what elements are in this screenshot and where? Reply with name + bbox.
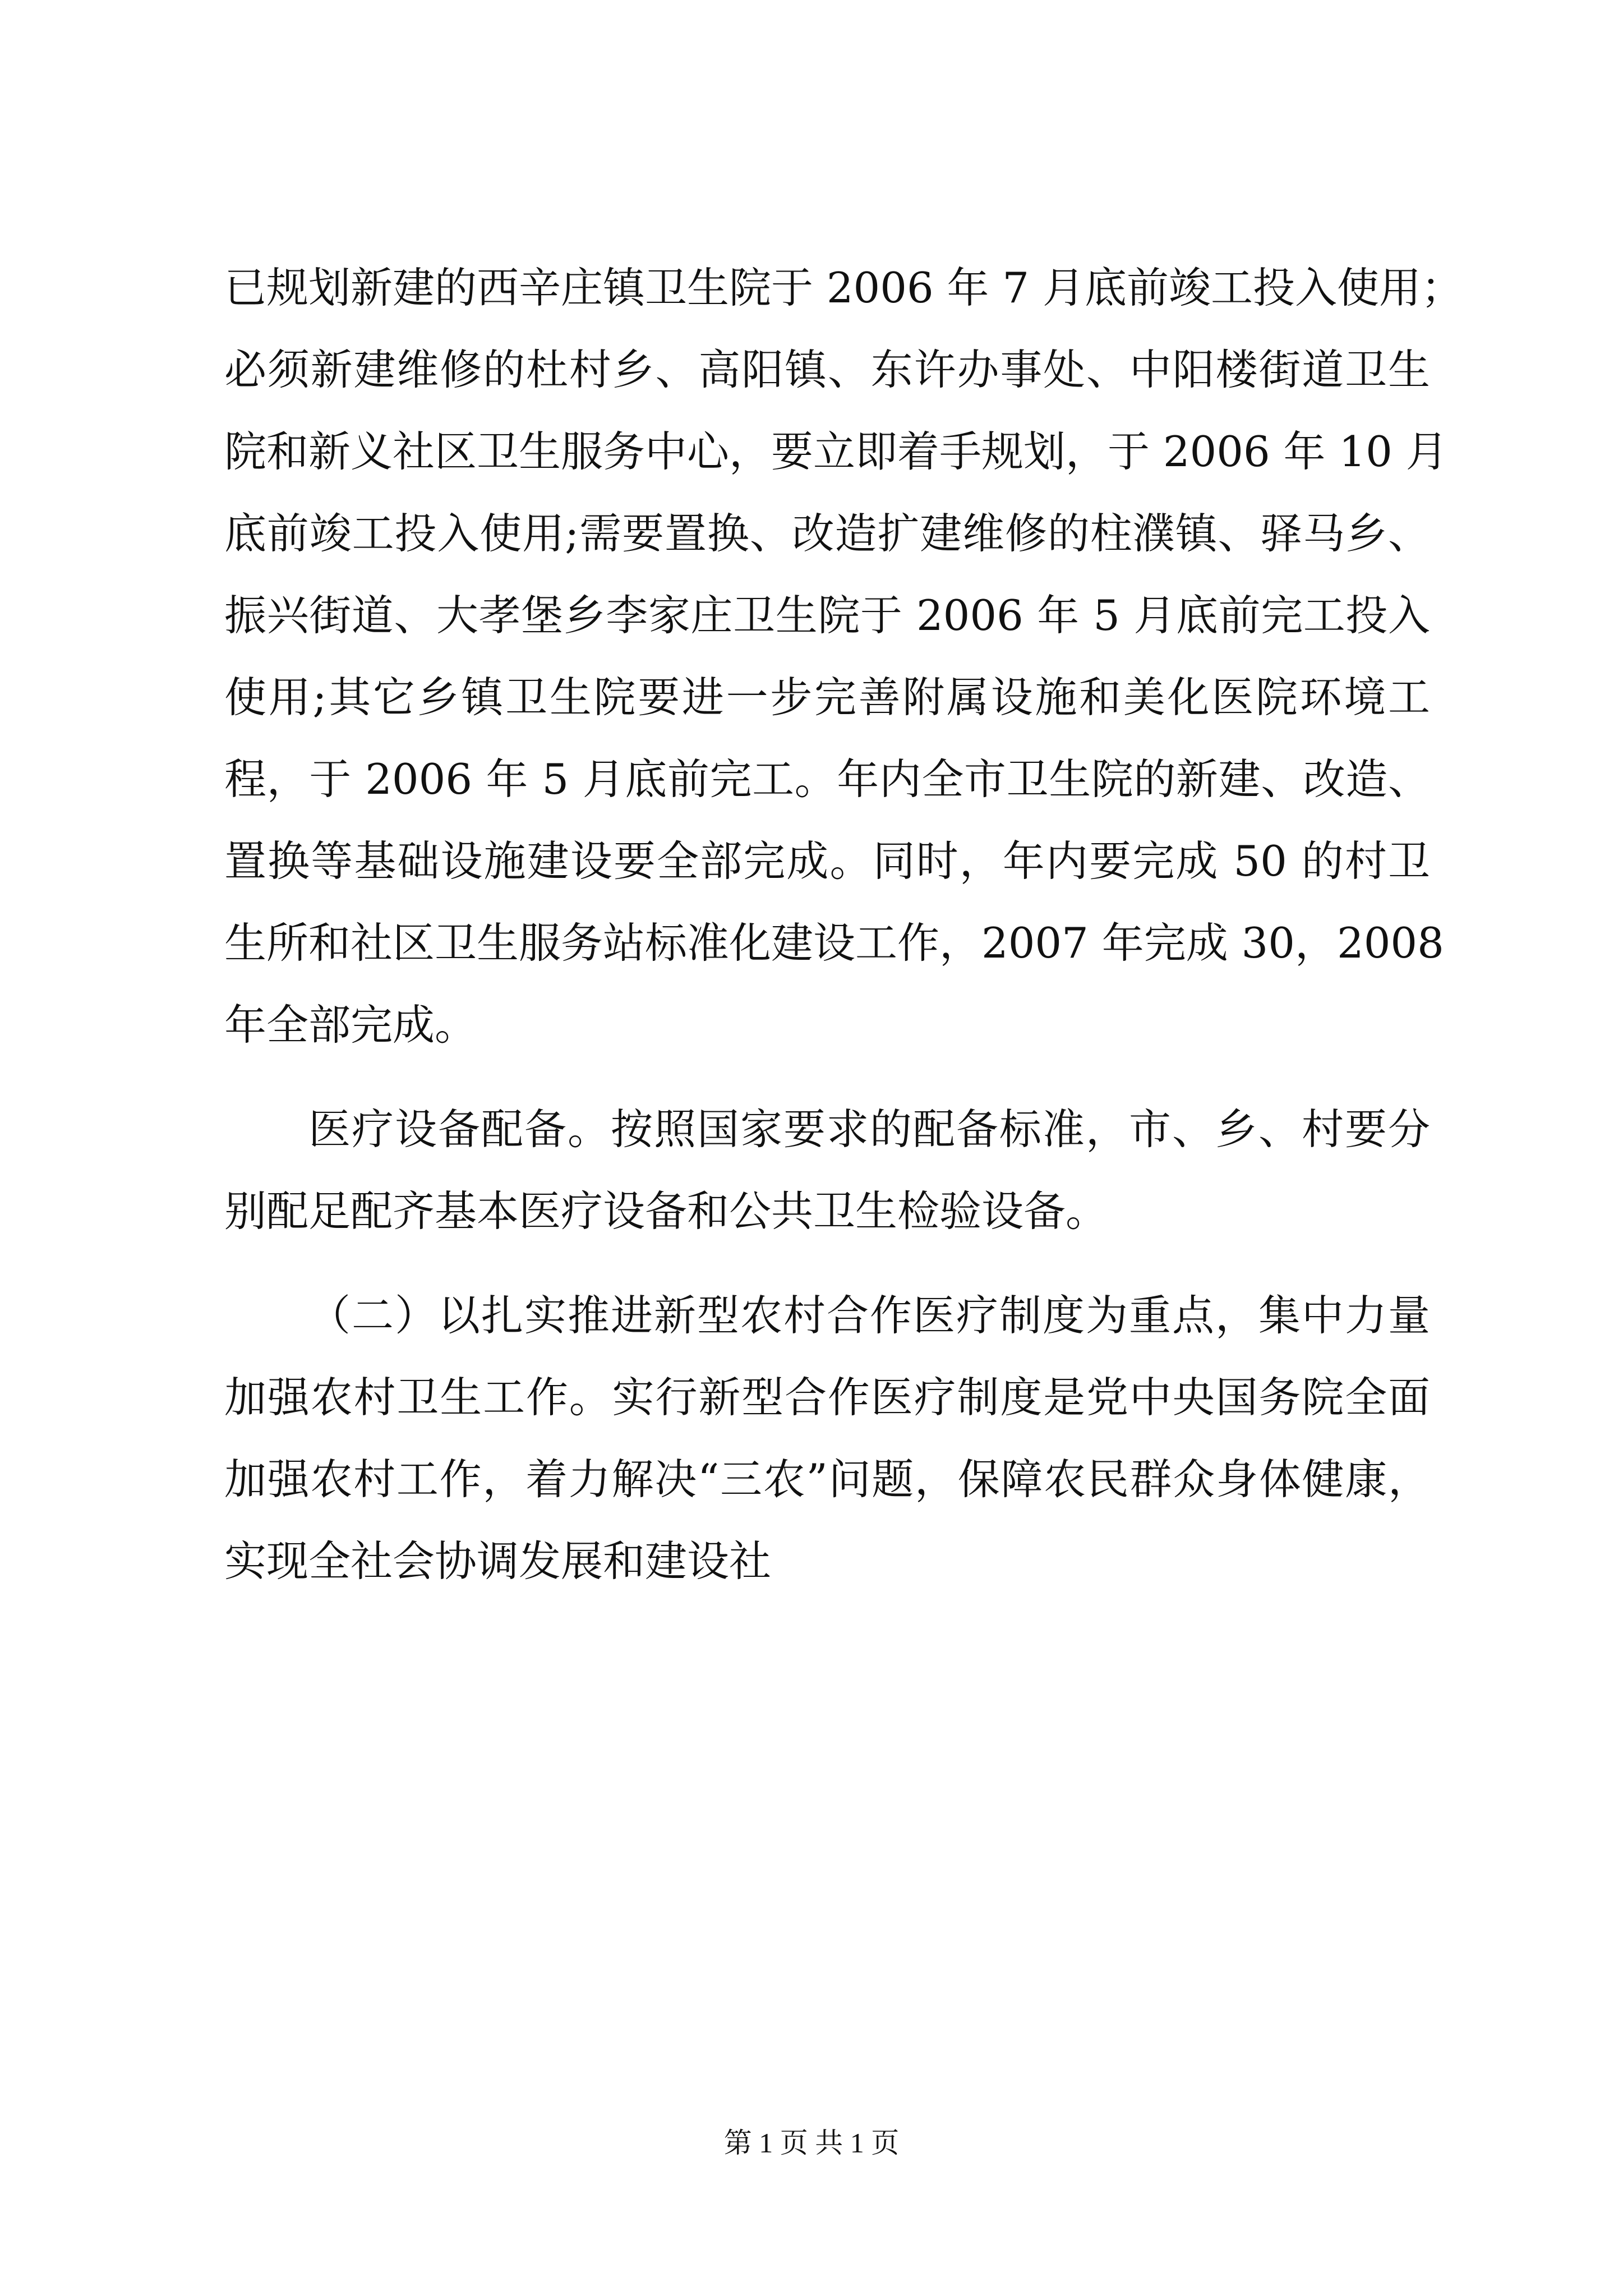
text-line: 生所和社区卫生服务站标准化建设工作，2007 年完成 30，2008 bbox=[224, 918, 1444, 968]
document-body bbox=[224, 247, 1463, 1602]
text-line: 置换等基础设施建设要全部完成。同时，年内要完成 50 的村卫 bbox=[224, 836, 1430, 886]
text-line: 年全部完成。 bbox=[224, 1000, 477, 1050]
paragraph-rural-health bbox=[224, 1274, 1430, 1602]
text-line: 加强农村卫生工作。实行新型合作医疗制度是党中央国务院全面 bbox=[224, 1373, 1430, 1422]
text-line: 已规划新建的西辛庄镇卫生院于 2006 年 7 月底前竣工投入使用； bbox=[224, 263, 1463, 312]
text-line: 别配足配齐基本医疗设备和公共卫生检验设备。 bbox=[224, 1186, 1108, 1236]
text-line: 使用;其它乡镇卫生院要进一步完善附属设施和美化医院环境工 bbox=[224, 673, 1430, 722]
text-line: 医疗设备配备。按照国家要求的配备标准，市、乡、村要分 bbox=[308, 1105, 1430, 1154]
paragraph-equipment bbox=[224, 1088, 1430, 1252]
text-line: （二）以扎实推进新型农村合作医疗制度为重点，集中力量 bbox=[308, 1291, 1430, 1340]
text-line: 必须新建维修的杜村乡、高阳镇、东许办事处、中阳楼街道卫生 bbox=[224, 345, 1430, 394]
paragraph-construction bbox=[224, 247, 1463, 1066]
text-line: 加强农村工作，着力解决“三农”问题，保障农民群众身体健康， bbox=[224, 1455, 1430, 1504]
text-line: 院和新义社区卫生服务中心，要立即着手规划，于 2006 年 10 月 bbox=[224, 427, 1448, 476]
text-line: 实现全社会协调发展和建设社 bbox=[224, 1536, 772, 1586]
text-line: 振兴街道、大孝堡乡李家庄卫生院于 2006 年 5 月底前完工投入 bbox=[224, 591, 1430, 640]
text-line: 程，于 2006 年 5 月底前完工。年内全市卫生院的新建、改造、 bbox=[224, 754, 1430, 804]
page-footer: 第 1 页 共 1 页 bbox=[723, 2127, 900, 2159]
text-line: 底前竣工投入使用;需要置换、改造扩建维修的柱濮镇、驿马乡、 bbox=[224, 509, 1430, 558]
